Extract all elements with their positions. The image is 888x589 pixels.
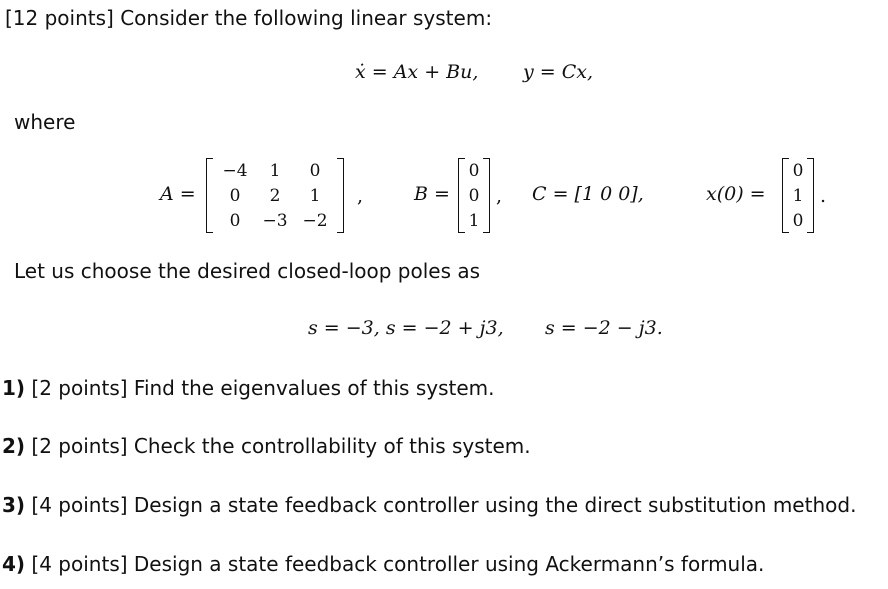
matrix-b-cell: 1 [468, 210, 480, 231]
question-number: 3) [2, 493, 26, 517]
matrix-b-cell: 0 [468, 160, 480, 181]
initial-state-vector [782, 158, 814, 233]
question-1 [2, 376, 495, 400]
question-2 [2, 434, 531, 458]
question-3 [2, 493, 856, 517]
matrix-a-cell: 0 [309, 160, 321, 181]
matrix-a-cell: −2 [302, 210, 328, 231]
matrix-a [206, 158, 344, 233]
question-text: [2 points] Find the eigenvalues of this system. [31, 376, 495, 400]
matrix-a-cell: 2 [269, 185, 281, 206]
matrix-b-label: B = [414, 183, 450, 205]
matrix-a-cells [213, 158, 337, 233]
matrix-b-left-bracket [458, 158, 465, 233]
matrix-a-right-bracket [337, 158, 344, 233]
initial-state-left-bracket [782, 158, 789, 233]
matrix-b-cells [465, 158, 483, 233]
matrix-a-cell: 0 [229, 210, 241, 231]
initial-state-period: . [820, 185, 827, 207]
desired-poles-1: s = −3, s = −2 + j3, [308, 317, 504, 339]
matrix-b [458, 158, 490, 233]
question-text: [2 points] Check the controllability of this system. [31, 434, 531, 458]
matrix-a-label: A = [160, 183, 196, 205]
question-number: 2) [2, 434, 26, 458]
matrix-a-cell: −4 [222, 160, 248, 181]
question-4 [2, 552, 764, 576]
question-text: [4 points] Design a state feedback controller using the direct substitution method. [31, 493, 857, 517]
matrix-b-cell: 0 [468, 185, 480, 206]
matrix-c-expression: C = [1 0 0], [532, 183, 644, 205]
poles-intro: Let us choose the desired closed-loop poles as [14, 259, 481, 283]
question-number: 1) [2, 376, 26, 400]
matrix-a-cell: −3 [262, 210, 288, 231]
matrix-a-comma: , [357, 185, 364, 207]
state-equation: ẋ = Ax + Bu, [355, 61, 479, 83]
matrix-b-right-bracket [483, 158, 490, 233]
initial-state-cells [789, 158, 807, 233]
where-label: where [14, 110, 76, 134]
matrix-a-cell: 1 [269, 160, 281, 181]
initial-state-cell: 0 [792, 160, 804, 181]
problem-intro: [12 points] Consider the following linear system: [5, 6, 493, 30]
question-text: [4 points] Design a state feedback controller using Ackermann’s formula. [31, 552, 765, 576]
question-number: 4) [2, 552, 26, 576]
output-equation: y = Cx, [523, 61, 594, 83]
matrix-a-left-bracket [206, 158, 213, 233]
initial-state-right-bracket [807, 158, 814, 233]
initial-state-cell: 0 [792, 210, 804, 231]
initial-state-label: x(0) = [706, 183, 766, 205]
matrix-a-cell: 1 [309, 185, 321, 206]
matrix-a-cell: 0 [229, 185, 241, 206]
matrix-b-comma: , [496, 185, 503, 207]
desired-poles-2: s = −2 − j3. [545, 317, 663, 339]
initial-state-cell: 1 [792, 185, 804, 206]
